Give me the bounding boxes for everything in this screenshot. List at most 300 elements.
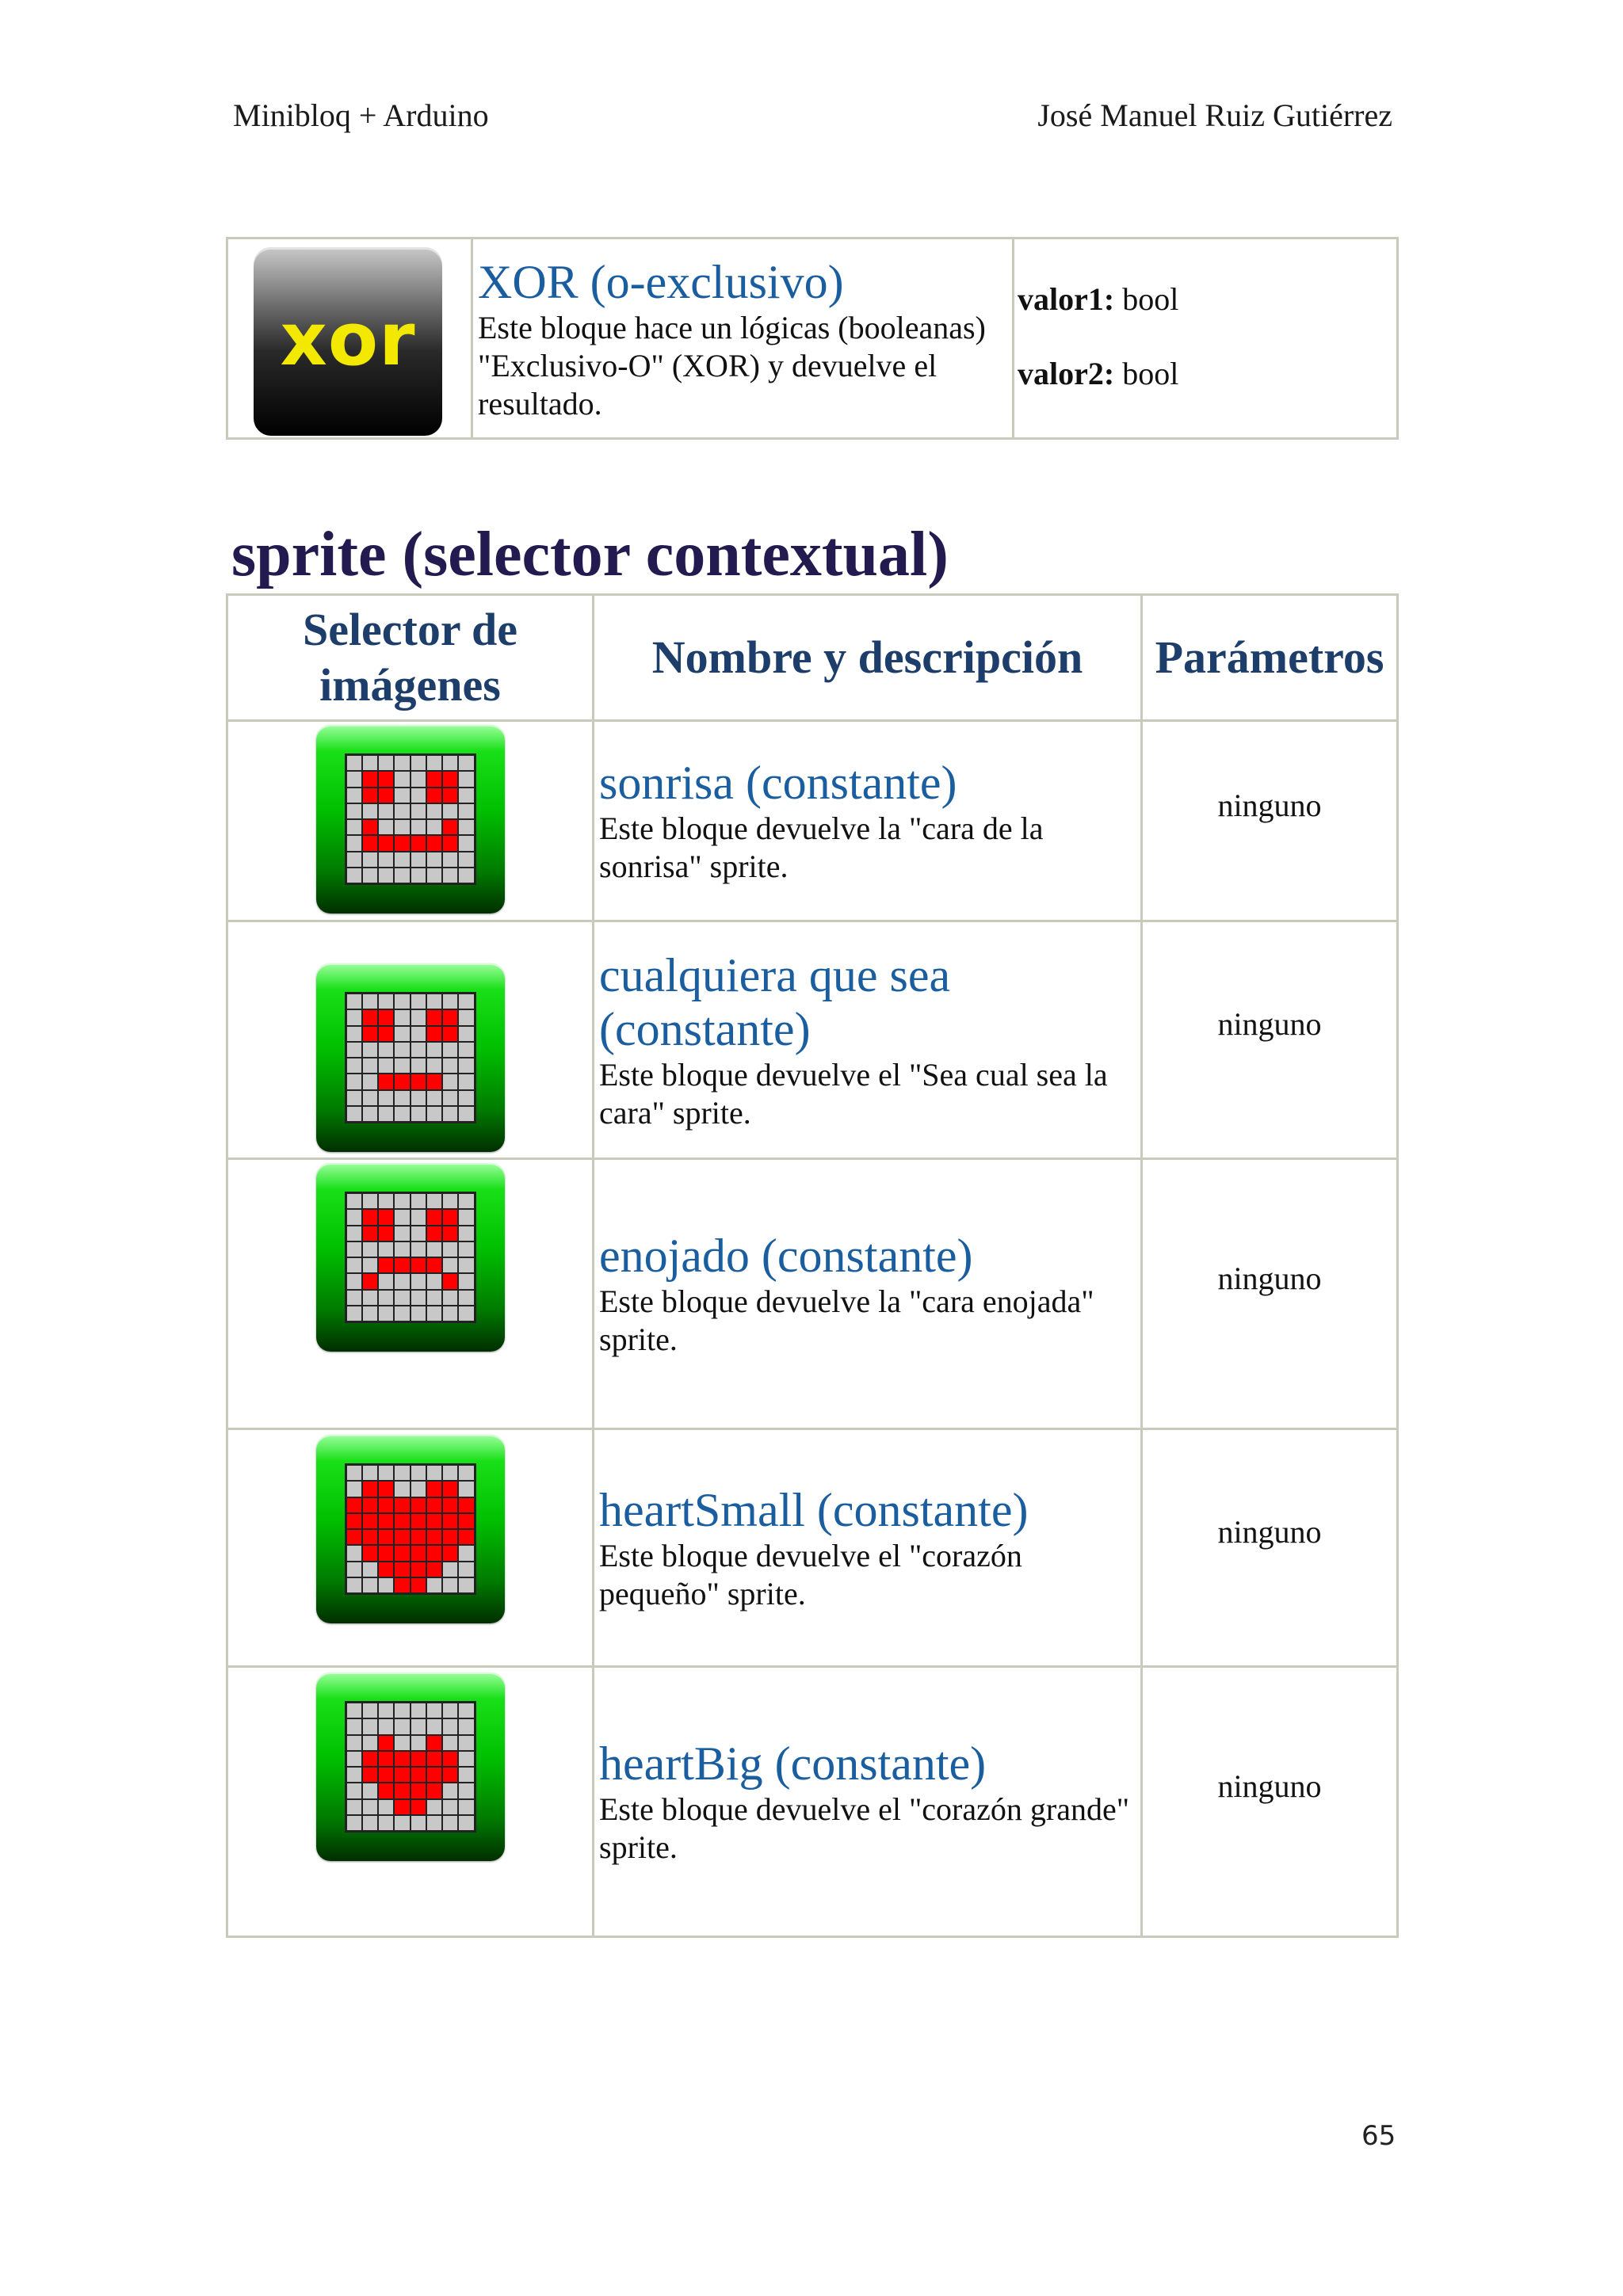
sprite-pixel (347, 1800, 361, 1814)
sprite-pixel (459, 1768, 473, 1782)
sprite-pixel (363, 1578, 377, 1592)
sprite-pixel (363, 1010, 377, 1024)
sprite-pixel (427, 1498, 441, 1512)
sprite-pixel (411, 1703, 426, 1718)
sprite-pixel (459, 756, 473, 770)
sprite-pixel (411, 1306, 426, 1321)
sprite-pixel (427, 1466, 441, 1480)
sprite-pixel (363, 1482, 377, 1496)
sprite-pixel (347, 1274, 361, 1288)
sprite-pixel (411, 868, 426, 883)
sprite-pixel (443, 1800, 457, 1814)
sprite-pixel (347, 1074, 361, 1089)
sprite-pixel (427, 868, 441, 883)
sprite-pixel (379, 1514, 393, 1528)
sprite-image-cell (227, 1159, 594, 1429)
sprite-pixel (395, 1306, 409, 1321)
sprite-pixel (363, 1514, 377, 1528)
sprite-pixel (411, 994, 426, 1009)
sprite-pixel (347, 1043, 361, 1057)
sprite-pixel (347, 1091, 361, 1105)
sprite-pixel (363, 1498, 377, 1512)
sprite-pixel (379, 836, 393, 850)
sprite-pixel (459, 1482, 473, 1496)
sprite-pixel (363, 772, 377, 786)
xor-icon-label: xor (280, 296, 416, 382)
sprite-pixel (443, 1242, 457, 1257)
sprite-pixel (379, 1074, 393, 1089)
sprite-pixel (395, 1258, 409, 1272)
sprite-pixel (459, 1816, 473, 1830)
sprite-pixel (443, 1306, 457, 1321)
sprite-pixel (443, 1210, 457, 1224)
sprite-grid (345, 1192, 476, 1323)
sprite-pixel (443, 1752, 457, 1766)
sprite-pixel (411, 1274, 426, 1288)
sprite-pixel (347, 1752, 361, 1766)
sprite-params: ninguno (1142, 1429, 1398, 1667)
sprite-pixel (443, 1768, 457, 1782)
sprite-pixel (347, 1736, 361, 1750)
sprite-pixel (347, 1027, 361, 1041)
param-name: valor2: (1018, 356, 1115, 391)
header-author: José Manuel Ruiz Gutiérrez (1037, 97, 1392, 133)
sprite-pixel (459, 1242, 473, 1257)
sprite-pixel (379, 1291, 393, 1305)
sprite-pixel (443, 1074, 457, 1089)
sprite-pixel (427, 1306, 441, 1321)
sprite-pixel (427, 1482, 441, 1496)
sprite-pixel (379, 1258, 393, 1272)
sprite-pixel (459, 1783, 473, 1798)
sprite-pixel (443, 820, 457, 834)
sprite-image-cell (227, 721, 594, 921)
sprite-pixel (443, 994, 457, 1009)
sprite-pixel (427, 1242, 441, 1257)
sprite-pixel (427, 1274, 441, 1288)
sprite-pixel (363, 804, 377, 818)
sprite-pixel (411, 1074, 426, 1089)
sprite-pixel (347, 1719, 361, 1733)
sprite-pixel (459, 1010, 473, 1024)
neutral-face-sprite-icon (316, 963, 505, 1152)
sprite-image-cell (227, 1667, 594, 1937)
sprite-pixel (379, 1107, 393, 1121)
sprite-pixel (363, 788, 377, 803)
angry-face-sprite-icon (316, 1163, 505, 1352)
sprite-pixel (395, 1242, 409, 1257)
sprite-pixel (427, 1783, 441, 1798)
sprite-pixel (347, 1703, 361, 1718)
sprite-pixel (363, 1800, 377, 1814)
sprite-pixel (379, 1816, 393, 1830)
sprite-name-cell (594, 921, 1142, 1159)
sprite-pixel (427, 1058, 441, 1073)
sprite-pixel (347, 1562, 361, 1577)
sprite-pixel (347, 1210, 361, 1224)
xor-name-cell (472, 238, 1014, 439)
sprite-pixel (427, 1043, 441, 1057)
sprite-pixel (411, 1258, 426, 1272)
sprite-pixel (427, 1703, 441, 1718)
sprite-pixel (395, 756, 409, 770)
xor-param-1 (1018, 280, 1396, 318)
sprite-pixel (379, 1226, 393, 1241)
sprite-pixel (443, 1562, 457, 1577)
sprite-pixel (379, 1703, 393, 1718)
sprite-pixel (459, 1291, 473, 1305)
sprite-pixel (459, 788, 473, 803)
sprite-pixel (347, 994, 361, 1009)
sprite-pixel (379, 788, 393, 803)
sprite-pixel (411, 1578, 426, 1592)
sprite-pixel (459, 836, 473, 850)
sprite-pixel (379, 1027, 393, 1041)
sprite-pixel (427, 1752, 441, 1766)
sprite-pixel (459, 1107, 473, 1121)
sprite-pixel (363, 1736, 377, 1750)
sprite-pixel (395, 1736, 409, 1750)
sprite-pixel (379, 772, 393, 786)
sprite-pixel (443, 1107, 457, 1121)
sprite-pixel (427, 820, 441, 834)
sprite-pixel (395, 1466, 409, 1480)
sprite-pixel (347, 1291, 361, 1305)
sprite-pixel (363, 1546, 377, 1560)
sprite-pixel (459, 820, 473, 834)
sprite-pixel (459, 1226, 473, 1241)
sprite-pixel (379, 1466, 393, 1480)
sprite-pixel (459, 1736, 473, 1750)
sprite-pixel (347, 1546, 361, 1560)
sprite-pixel (443, 1783, 457, 1798)
sprite-pixel (459, 1306, 473, 1321)
sprite-pixel (347, 1498, 361, 1512)
sprite-pixel (459, 1194, 473, 1208)
sprite-pixel (379, 1242, 393, 1257)
sprite-name-cell (594, 1159, 1142, 1429)
sprite-pixel (363, 1210, 377, 1224)
sprite-params: ninguno (1142, 721, 1398, 921)
sprite-pixel (347, 1768, 361, 1782)
sprite-pixel (459, 1466, 473, 1480)
sprite-pixel (427, 994, 441, 1009)
sprite-pixel (443, 1514, 457, 1528)
sprite-pixel (347, 852, 361, 867)
sprite-pixel (379, 1562, 393, 1577)
sprite-pixel (363, 1306, 377, 1321)
sprite-pixel (363, 1194, 377, 1208)
sprite-pixel (379, 1578, 393, 1592)
sprite-pixel (379, 1043, 393, 1057)
sprite-pixel (427, 1546, 441, 1560)
sprite-pixel (427, 1514, 441, 1528)
sprite-pixel (459, 1719, 473, 1733)
sprite-name-cell (594, 1429, 1142, 1667)
sprite-pixel (459, 1752, 473, 1766)
sprite-pixel (443, 1258, 457, 1272)
sprite-pixel (379, 804, 393, 818)
sprite-pixel (427, 1194, 441, 1208)
sprite-pixel (411, 852, 426, 867)
table-row (227, 1667, 1398, 1937)
sprite-pixel (347, 1010, 361, 1024)
xor-params-cell (1014, 238, 1398, 439)
sprite-pixel (427, 852, 441, 867)
sprite-description: Este bloque devuelve el "corazón grande" sprite. (599, 1791, 1130, 1865)
sprite-pixel (395, 1514, 409, 1528)
xor-icon-cell (227, 238, 472, 439)
sprite-pixel (411, 1107, 426, 1121)
sprite-pixel (379, 1800, 393, 1814)
sprite-pixel (395, 1752, 409, 1766)
sprite-pixel (459, 1530, 473, 1544)
sprite-pixel (347, 1482, 361, 1496)
sprite-pixel (347, 1466, 361, 1480)
sprite-pixel (411, 1091, 426, 1105)
page-number: 65 (1361, 2120, 1396, 2152)
sprite-pixel (395, 788, 409, 803)
sprite-pixel (443, 1091, 457, 1105)
param-name: valor1: (1018, 281, 1115, 317)
sprite-pixel (395, 1578, 409, 1592)
sprite-pixel (411, 1736, 426, 1750)
sprite-image-cell (227, 1429, 594, 1667)
sprite-pixel (379, 1274, 393, 1288)
sprite-pixel (379, 868, 393, 883)
sprite-pixel (443, 1058, 457, 1073)
sprite-pixel (459, 1703, 473, 1718)
sprite-pixel (443, 756, 457, 770)
sprite-pixel (411, 804, 426, 818)
sprite-pixel (411, 1010, 426, 1024)
sprite-pixel (427, 1291, 441, 1305)
sprite-pixel (395, 1043, 409, 1057)
sprite-pixel (363, 1562, 377, 1577)
column-header-params: Parámetros (1142, 595, 1398, 721)
heart-big-sprite-icon (316, 1672, 505, 1861)
sprite-pixel (363, 1816, 377, 1830)
sprite-pixel (363, 1027, 377, 1041)
sprite-pixel (379, 1783, 393, 1798)
sprite-pixel (379, 1010, 393, 1024)
sprite-pixel (443, 1194, 457, 1208)
sprite-pixel (459, 1058, 473, 1073)
sprite-pixel (363, 1074, 377, 1089)
sprite-pixel (395, 1816, 409, 1830)
sprite-pixel (427, 772, 441, 786)
sprite-pixel (427, 836, 441, 850)
sprite-pixel (395, 1783, 409, 1798)
table-row (227, 721, 1398, 921)
sprite-pixel (395, 1058, 409, 1073)
sprite-name-cell (594, 1667, 1142, 1937)
sprite-pixel (395, 1074, 409, 1089)
sprite-pixel (347, 788, 361, 803)
sprite-pixel (379, 820, 393, 834)
sprite-pixel (411, 1058, 426, 1073)
sprite-pixel (347, 1242, 361, 1257)
param-type: bool (1122, 356, 1179, 391)
sprite-pixel (427, 1719, 441, 1733)
sprite-pixel (427, 1768, 441, 1782)
sprite-pixel (363, 1226, 377, 1241)
sprite-pixel (395, 772, 409, 786)
sprite-pixel (395, 1562, 409, 1577)
sprite-pixel (395, 804, 409, 818)
sprite-pixel (395, 868, 409, 883)
sprite-pixel (427, 1258, 441, 1272)
sprite-pixel (411, 1800, 426, 1814)
table-row (227, 1429, 1398, 1667)
sprite-pixel (411, 1466, 426, 1480)
sprite-params: ninguno (1142, 1667, 1398, 1937)
sprite-pixel (427, 1107, 441, 1121)
sprite-pixel (411, 1816, 426, 1830)
sprite-pixel (459, 1210, 473, 1224)
sprite-pixel (427, 1816, 441, 1830)
sprite-pixel (443, 836, 457, 850)
sprite-pixel (363, 1058, 377, 1073)
sprite-pixel (443, 1736, 457, 1750)
sprite-pixel (427, 1027, 441, 1041)
sprite-pixel (443, 1498, 457, 1512)
sprite-pixel (411, 1027, 426, 1041)
sprite-pixel (395, 1498, 409, 1512)
sprite-pixel (443, 1043, 457, 1057)
sprite-title: cualquiera que sea (constante) (599, 948, 951, 1055)
sprite-grid (345, 992, 476, 1123)
sprite-pixel (459, 1091, 473, 1105)
sprite-pixel (363, 1768, 377, 1782)
sprite-pixel (379, 1752, 393, 1766)
heart-small-sprite-icon (316, 1435, 505, 1623)
header-left-title: Minibloq + Arduino (233, 97, 489, 133)
sprite-pixel (427, 788, 441, 803)
sprite-pixel (347, 1578, 361, 1592)
smile-sprite-icon (316, 725, 505, 913)
sprite-pixel (363, 1530, 377, 1544)
sprite-pixel (443, 1816, 457, 1830)
sprite-pixel (411, 1546, 426, 1560)
sprite-pixel (395, 1274, 409, 1288)
sprite-pixel (395, 1107, 409, 1121)
sprite-pixel (363, 820, 377, 834)
sprite-pixel (347, 1258, 361, 1272)
sprite-pixel (459, 1498, 473, 1512)
sprite-pixel (459, 994, 473, 1009)
table-row (227, 1159, 1398, 1429)
sprite-pixel (443, 1546, 457, 1560)
sprite-pixel (411, 1514, 426, 1528)
sprite-pixel (363, 756, 377, 770)
sprite-pixel (411, 1562, 426, 1577)
sprite-pixel (443, 1226, 457, 1241)
sprite-pixel (443, 804, 457, 818)
sprite-pixel (459, 1074, 473, 1089)
sprite-pixel (411, 1498, 426, 1512)
sprite-pixel (347, 1530, 361, 1544)
sprite-pixel (363, 1107, 377, 1121)
sprite-pixel (427, 1226, 441, 1241)
sprite-pixel (427, 1736, 441, 1750)
sprite-pixel (363, 1258, 377, 1272)
sprite-pixel (379, 1530, 393, 1544)
sprite-pixel (443, 1466, 457, 1480)
sprite-pixel (347, 820, 361, 834)
sprite-pixel (347, 1306, 361, 1321)
sprite-pixel (395, 836, 409, 850)
sprite-pixel (459, 1043, 473, 1057)
column-header-images: Selector de imágenes (227, 595, 594, 721)
sprite-pixel (443, 1027, 457, 1041)
sprite-title: heartBig (constante) (599, 1737, 987, 1790)
sprite-pixel (363, 868, 377, 883)
sprite-pixel (427, 1578, 441, 1592)
sprite-pixel (411, 1226, 426, 1241)
sprite-pixel (363, 1091, 377, 1105)
sprite-pixel (379, 1306, 393, 1321)
sprite-pixel (411, 1043, 426, 1057)
sprite-pixel (459, 1027, 473, 1041)
column-header-name: Nombre y descripción (594, 595, 1142, 721)
sprite-pixel (379, 756, 393, 770)
sprite-pixel (379, 1091, 393, 1105)
sprite-pixel (443, 1291, 457, 1305)
sprite-pixel (459, 1562, 473, 1577)
sprite-title: enojado (constante) (599, 1230, 973, 1282)
sprite-pixel (363, 1719, 377, 1733)
sprite-pixel (443, 788, 457, 803)
sprite-pixel (379, 1498, 393, 1512)
sprite-pixel (395, 1291, 409, 1305)
sprite-grid (345, 753, 476, 885)
sprite-pixel (459, 852, 473, 867)
sprite-grid (345, 1701, 476, 1833)
sprite-pixel (459, 1578, 473, 1592)
sprite-pixel (459, 868, 473, 883)
sprite-pixel (459, 1800, 473, 1814)
sprite-pixel (459, 1274, 473, 1288)
sprite-params: ninguno (1142, 921, 1398, 1159)
sprite-description: Este bloque devuelve el "Sea cual sea la cara" sprite. (599, 1056, 1108, 1131)
sprite-pixel (363, 836, 377, 850)
sprite-pixel (395, 1010, 409, 1024)
sprite-pixel (347, 1107, 361, 1121)
sprite-pixel (443, 868, 457, 883)
sprite-description: Este bloque devuelve la "cara de la sonrisa" sprite. (599, 810, 1044, 884)
sprite-pixel (347, 868, 361, 883)
sprite-title: heartSmall (constante) (599, 1483, 1029, 1536)
sprite-pixel (395, 1482, 409, 1496)
sprite-pixel (459, 1546, 473, 1560)
sprite-pixel (379, 1058, 393, 1073)
sprite-pixel (411, 788, 426, 803)
sprite-pixel (395, 820, 409, 834)
sprite-pixel (459, 804, 473, 818)
sprite-pixel (459, 772, 473, 786)
section-title: sprite (selector contextual) (231, 520, 949, 589)
sprite-pixel (347, 756, 361, 770)
sprite-pixel (347, 1816, 361, 1830)
sprite-pixel (443, 1703, 457, 1718)
sprite-pixel (395, 1091, 409, 1105)
xor-title: XOR (o-exclusivo) (478, 256, 844, 308)
sprite-pixel (347, 1058, 361, 1073)
sprite-pixel (411, 1482, 426, 1496)
sprite-pixel (411, 756, 426, 770)
sprite-pixel (363, 1242, 377, 1257)
